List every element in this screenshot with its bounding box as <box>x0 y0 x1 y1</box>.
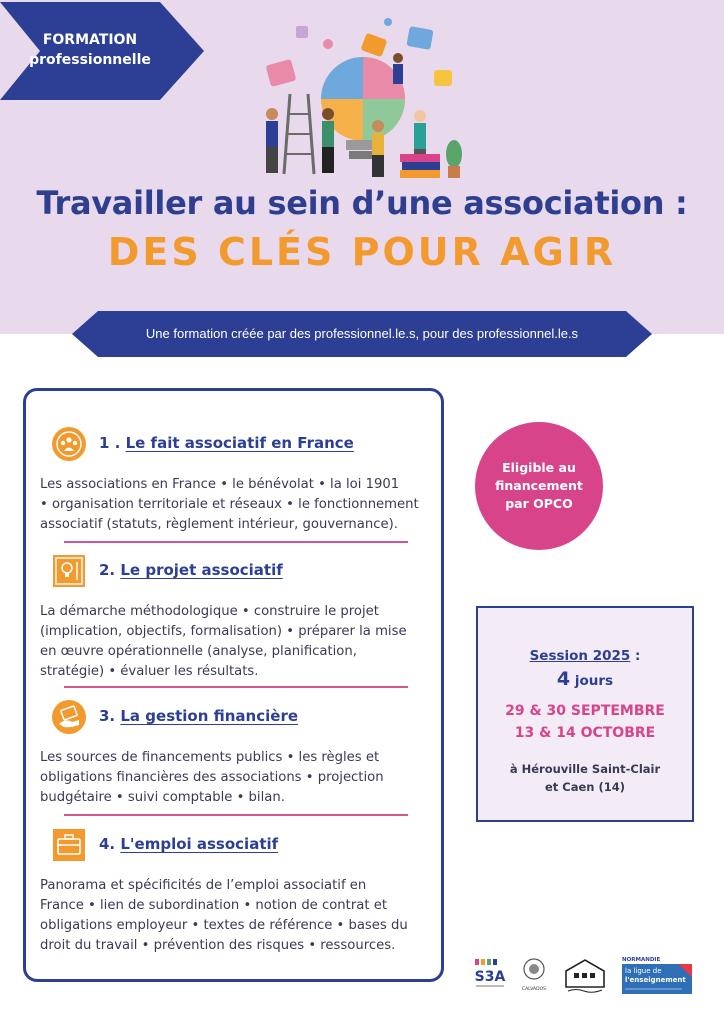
desc-line: obligations employeur • textes de référence • bases du <box>40 918 408 933</box>
module-description <box>40 602 420 682</box>
desc-line: obligations financières des associations • projection <box>40 770 384 785</box>
module-description <box>40 876 420 956</box>
formation-badge <box>0 2 204 100</box>
desc-line: • organisation territoriale et réseaux • le fonctionnement <box>40 497 419 512</box>
module-description <box>40 748 420 808</box>
session-place-1: à Hérouville Saint-Clair <box>509 762 661 776</box>
session-colon: : <box>630 648 641 664</box>
module-2 <box>40 554 420 682</box>
desc-line: Les sources de financements publics • les règles et <box>40 750 380 765</box>
desc-line: Panorama et spécificités de l’emploi associatif en <box>40 878 367 893</box>
session-date-2: 13 & 14 OCTOBRE <box>514 725 656 741</box>
lightbulb-plan-icon <box>52 554 86 588</box>
hero-banner <box>0 0 724 334</box>
module-number: 1 . <box>99 434 121 452</box>
session-days-label: jours <box>570 673 614 689</box>
s3a-text: S3A <box>474 969 506 985</box>
ligue-name-line2: l'enseignement <box>625 976 686 984</box>
module-description <box>40 475 420 535</box>
module-divider <box>64 686 408 688</box>
desc-line: stratégie) • évaluer les résultats. <box>40 664 259 679</box>
desc-line: associatif (statuts, règlement intérieur, gouvernance). <box>40 517 398 532</box>
desc-line: (implication, objectifs, formalisation) • préparer la mise <box>40 624 407 639</box>
module-divider <box>64 814 408 816</box>
session-info-box <box>476 606 694 822</box>
module-3 <box>40 700 420 808</box>
desc-line: France • lien de subordination • notion de contrat et <box>40 898 387 913</box>
tagline-text: Une formation créée par des professionnel.le.s, pour des professionnel.le.s <box>145 326 579 341</box>
badge-line1: FORMATION <box>42 32 138 48</box>
calvados-text: CALVADOS <box>522 987 546 992</box>
ligue-region-text: NORMANDIE <box>622 957 661 963</box>
puzzle-team-illustration <box>258 14 468 184</box>
session-date-1: 29 & 30 SEPTEMBRE <box>505 703 665 719</box>
ligue-enseignement-logo <box>622 955 696 995</box>
people-group-icon <box>52 427 86 461</box>
module-divider <box>64 541 408 543</box>
module-number: 3. <box>99 707 116 725</box>
module-4 <box>40 828 420 956</box>
desc-line: Les associations en France • le bénévolat • la loi 1901 <box>40 477 400 492</box>
desc-line: budgétaire • suivi comptable • bilan. <box>40 790 285 805</box>
modules-panel <box>23 388 444 982</box>
session-place-2: et Caen (14) <box>544 780 625 794</box>
page-subtitle: DES CLÉS POUR AGIR <box>107 230 617 274</box>
eligible-line2: financement <box>495 478 583 493</box>
desc-line: La démarche méthodologique • construire le projet <box>40 604 379 619</box>
badge-line2: professionnelle <box>29 52 151 68</box>
session-title: Session 2025 <box>529 648 631 664</box>
session-days-number: 4 <box>556 668 571 690</box>
module-title: Le fait associatif en France <box>125 434 354 452</box>
tagline-banner <box>72 311 652 357</box>
module-1 <box>40 427 420 535</box>
briefcase-icon <box>52 828 86 862</box>
partner-logos <box>470 955 700 997</box>
module-title: La gestion financière <box>120 707 299 725</box>
desc-line: en œuvre opérationnelle (analyse, planification, <box>40 644 357 659</box>
module-number: 2. <box>99 561 116 579</box>
house-logo <box>562 957 608 993</box>
eligible-line1: Eligible au <box>502 460 576 475</box>
opco-eligibility-badge <box>475 422 603 550</box>
s3a-logo <box>472 959 508 991</box>
page-title: Travailler au sein d’une association : <box>36 184 688 222</box>
eligible-line3: par OPCO <box>505 496 573 511</box>
module-title: Le projet associatif <box>120 561 283 579</box>
money-hand-icon <box>52 700 86 734</box>
ligue-name-line1: la ligue de <box>625 967 662 975</box>
calvados-logo <box>522 957 546 993</box>
module-number: 4. <box>99 835 116 853</box>
desc-line: droit du travail • prévention des risques • ressources. <box>40 938 396 953</box>
module-title: L'emploi associatif <box>120 835 279 853</box>
